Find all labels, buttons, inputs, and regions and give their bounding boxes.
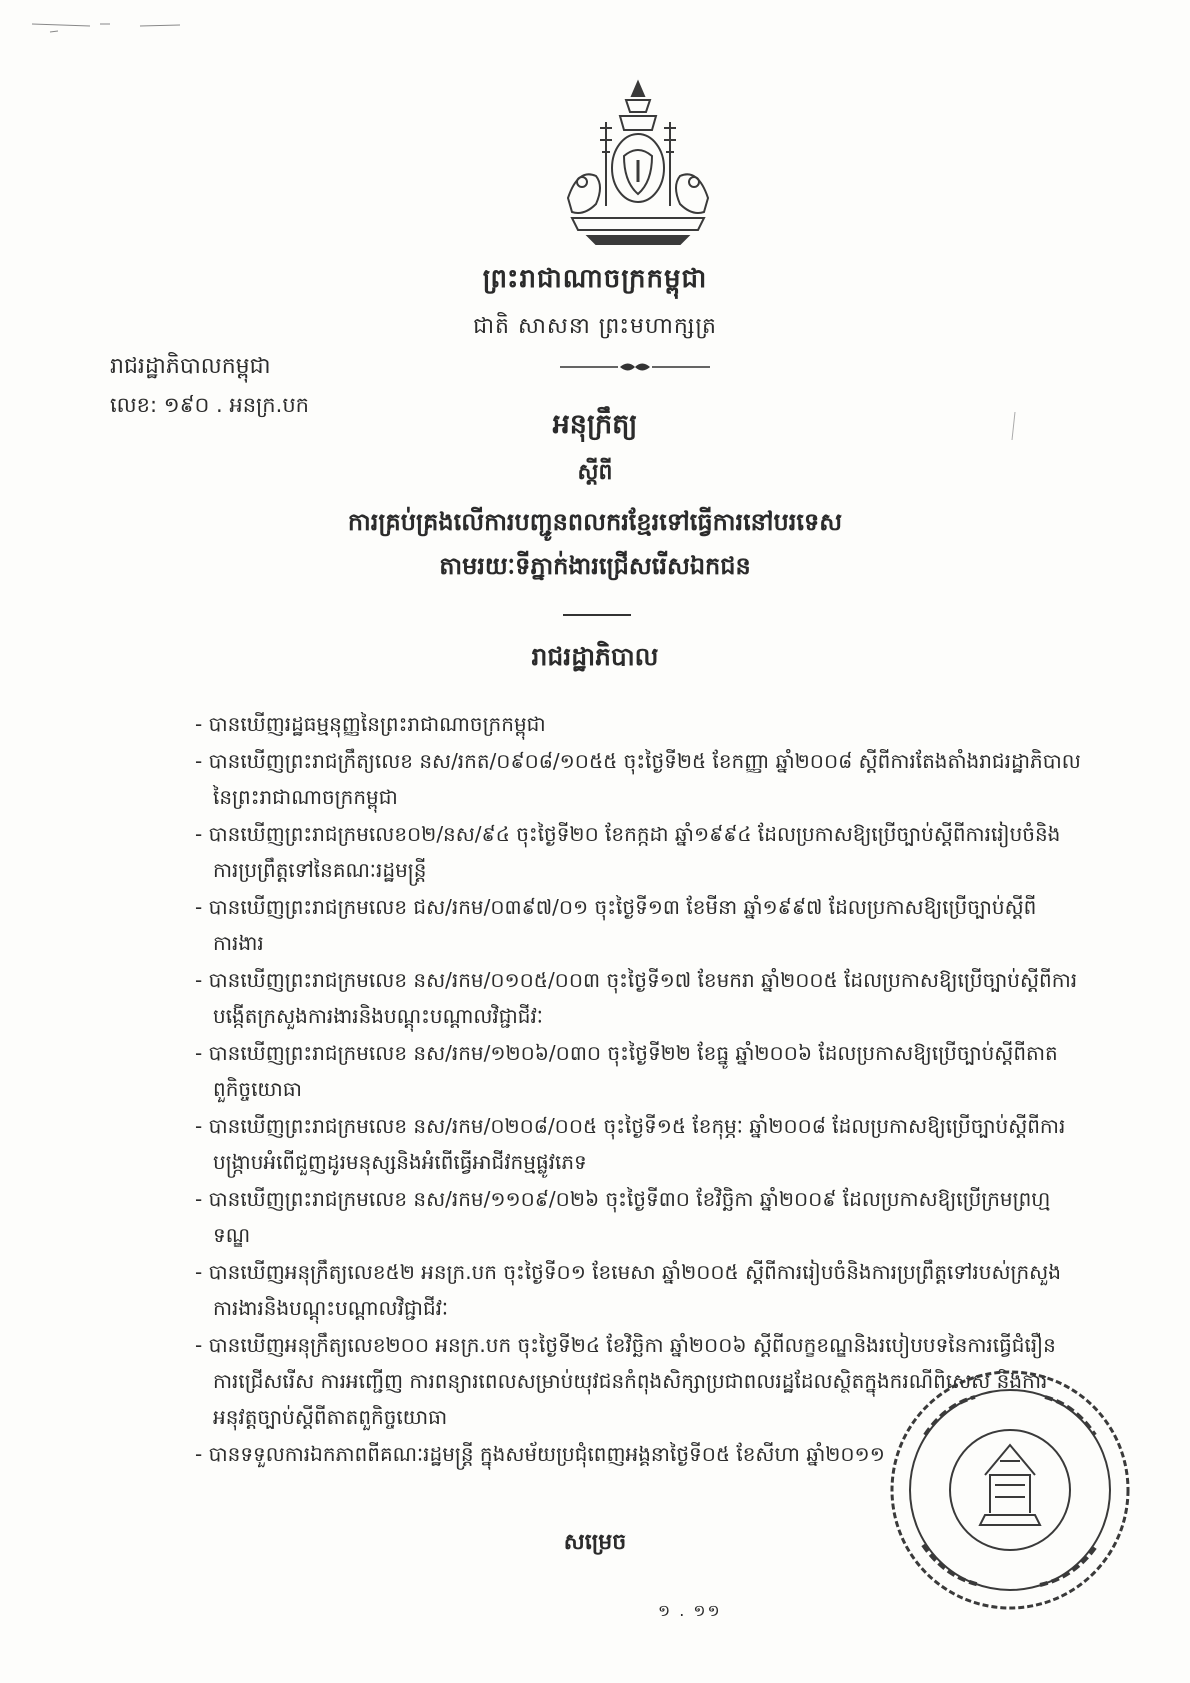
recital-item: - បានឃើញអនុក្រឹត្យលេខ៥២ អនក្រ.បក ចុះថ្ងៃទី០១ ខែមេសា ឆ្នាំ២០០៥ ស្តីពីការរៀបចំនិងការប្រព្រឹត្តទៅរបស់ក្រសួងការងារនិងបណ្តុះបណ្តាលវិជ្ជាជីវៈ — [195, 1254, 1085, 1326]
about-label: ស្តីពី — [577, 460, 613, 485]
divider-ornament — [560, 360, 710, 374]
document-number: លេខ: ១៩០ . អនក្រ.បក — [110, 393, 309, 417]
national-motto: ជាតិ សាសនា ព្រះមហាក្សត្រ — [473, 314, 717, 339]
official-seal-stamp-icon — [885, 1365, 1135, 1615]
subject-underline — [563, 614, 631, 616]
recital-item: - បានឃើញព្រះរាជក្រមលេខ០២/នស/៩៤ ចុះថ្ងៃទី២០ ខែកក្កដា ឆ្នាំ១៩៩៤ ដែលប្រកាសឱ្យប្រើច្បាប់ស្តីពីការរៀបចំនិងការប្រព្រឹត្តទៅនៃគណៈរដ្ឋមន្ត្រី — [195, 816, 1085, 888]
recital-item: - បានឃើញព្រះរាជក្រមលេខ នស/រកម/០២០៨/០០៥ ចុះថ្ងៃទី១៥ ខែកុម្ភៈ ឆ្នាំ២០០៨ ដែលប្រកាសឱ្យប្រើច្បាប់ស្តីពីការបង្ក្រាបអំពើជួញដូរមនុស្សនិងអំពើធ្វើអាជីវកម្មផ្លូវភេទ — [195, 1108, 1085, 1180]
recital-item: - បានទទួលការឯកភាពពីគណៈរដ្ឋមន្ត្រី ក្នុងសម័យប្រជុំពេញអង្គនាថ្ងៃទី០៥ ខែសីហា ឆ្នាំ២០១១ — [195, 1436, 1085, 1472]
recital-item: - បានឃើញរដ្ឋធម្មនុញ្ញនៃព្រះរាជាណាចក្រកម្ពុជា — [195, 706, 1085, 742]
recital-item: - បានឃើញព្រះរាជក្រមលេខ នស/រកម/០១០៥/០០៣ ចុះថ្ងៃទី១៧ ខែមករា ឆ្នាំ២០០៥ ដែលប្រកាសឱ្យប្រើច្បាប់ស្តីពីការបង្កើតក្រសួងការងារនិងបណ្តុះបណ្តាលវិជ្ជាជីវៈ — [195, 962, 1085, 1034]
subject-line-1: ការគ្រប់គ្រងលើការបញ្ជូនពលករខ្មែរទៅធ្វើការនៅបរទេស — [347, 508, 843, 536]
page-number: ១ . ១១ — [658, 1601, 722, 1620]
decision-heading: សម្រេច — [563, 1530, 627, 1555]
body-heading: រាជរដ្ឋាភិបាល — [531, 642, 659, 671]
kingdom-title: ព្រះរាជាណាចក្រកម្ពុជា — [482, 264, 708, 294]
document-type: អនុក្រឹត្យ — [552, 409, 638, 440]
recital-item: - បានឃើញអនុក្រឹត្យលេខ២០០ អនក្រ.បក ចុះថ្ងៃទី២៤ ខែវិច្ឆិកា ឆ្នាំ២០០៦ ស្តីពីលក្ខខណ្ឌនិងរបៀបបទនៃការធ្វើជំរឿន ការជ្រើសរើស ការអញ្ជើញ ការពន្យារពេលសម្រាប់យុវជនកំពុងសិក្សាប្រជាពលរដ្ឋដែលស្ថិតក្នុងករណីពិសេស និងការអនុវត្តច្បាប់ស្តីពីតាតពួកិច្ចយោធា — [195, 1327, 1085, 1435]
recital-item: - បានឃើញព្រះរាជក្រមលេខ នស/រកម/១១០៩/០២៦ ចុះថ្ងៃទី៣០ ខែវិច្ឆិកា ឆ្នាំ២០០៩ ដែលប្រកាសឱ្យប្រើក្រមព្រហ្មទណ្ឌ — [195, 1181, 1085, 1253]
issuing-authority: រាជរដ្ឋាភិបាលកម្ពុជា — [110, 354, 271, 379]
royal-coat-of-arms-icon — [548, 78, 728, 248]
recitals-list — [195, 706, 1085, 1473]
recital-item: - បានឃើញព្រះរាជក្រមលេខ ជស/រកម/០៣៩៧/០១ ចុះថ្ងៃទី១៣ ខែមីនា ឆ្នាំ១៩៩៧ ដែលប្រកាសឱ្យប្រើច្បាប់ស្តីពីការងារ — [195, 889, 1085, 961]
scan-noise-marks — [30, 18, 210, 38]
decree-subject — [0, 500, 1190, 588]
recital-item: - បានឃើញព្រះរាជក្រមលេខ នស/រកម/១២០៦/០៣០ ចុះថ្ងៃទី២២ ខែធ្នូ ឆ្នាំ២០០៦ ដែលប្រកាសឱ្យប្រើច្បាប់ស្តីពីតាតពួកិច្ចយោធា — [195, 1035, 1085, 1107]
subject-line-2: តាមរយៈទីភ្នាក់ងារជ្រើសរើសឯកជន — [439, 552, 751, 580]
recital-item: - បានឃើញព្រះរាជក្រឹត្យលេខ នស/រកត/០៩០៨/១០៥៥ ចុះថ្ងៃទី២៥ ខែកញ្ញា ឆ្នាំ២០០៨ ស្តីពីការតែងតាំងរាជរដ្ឋាភិបាលនៃព្រះរាជាណាចក្រកម្ពុជា — [195, 743, 1085, 815]
